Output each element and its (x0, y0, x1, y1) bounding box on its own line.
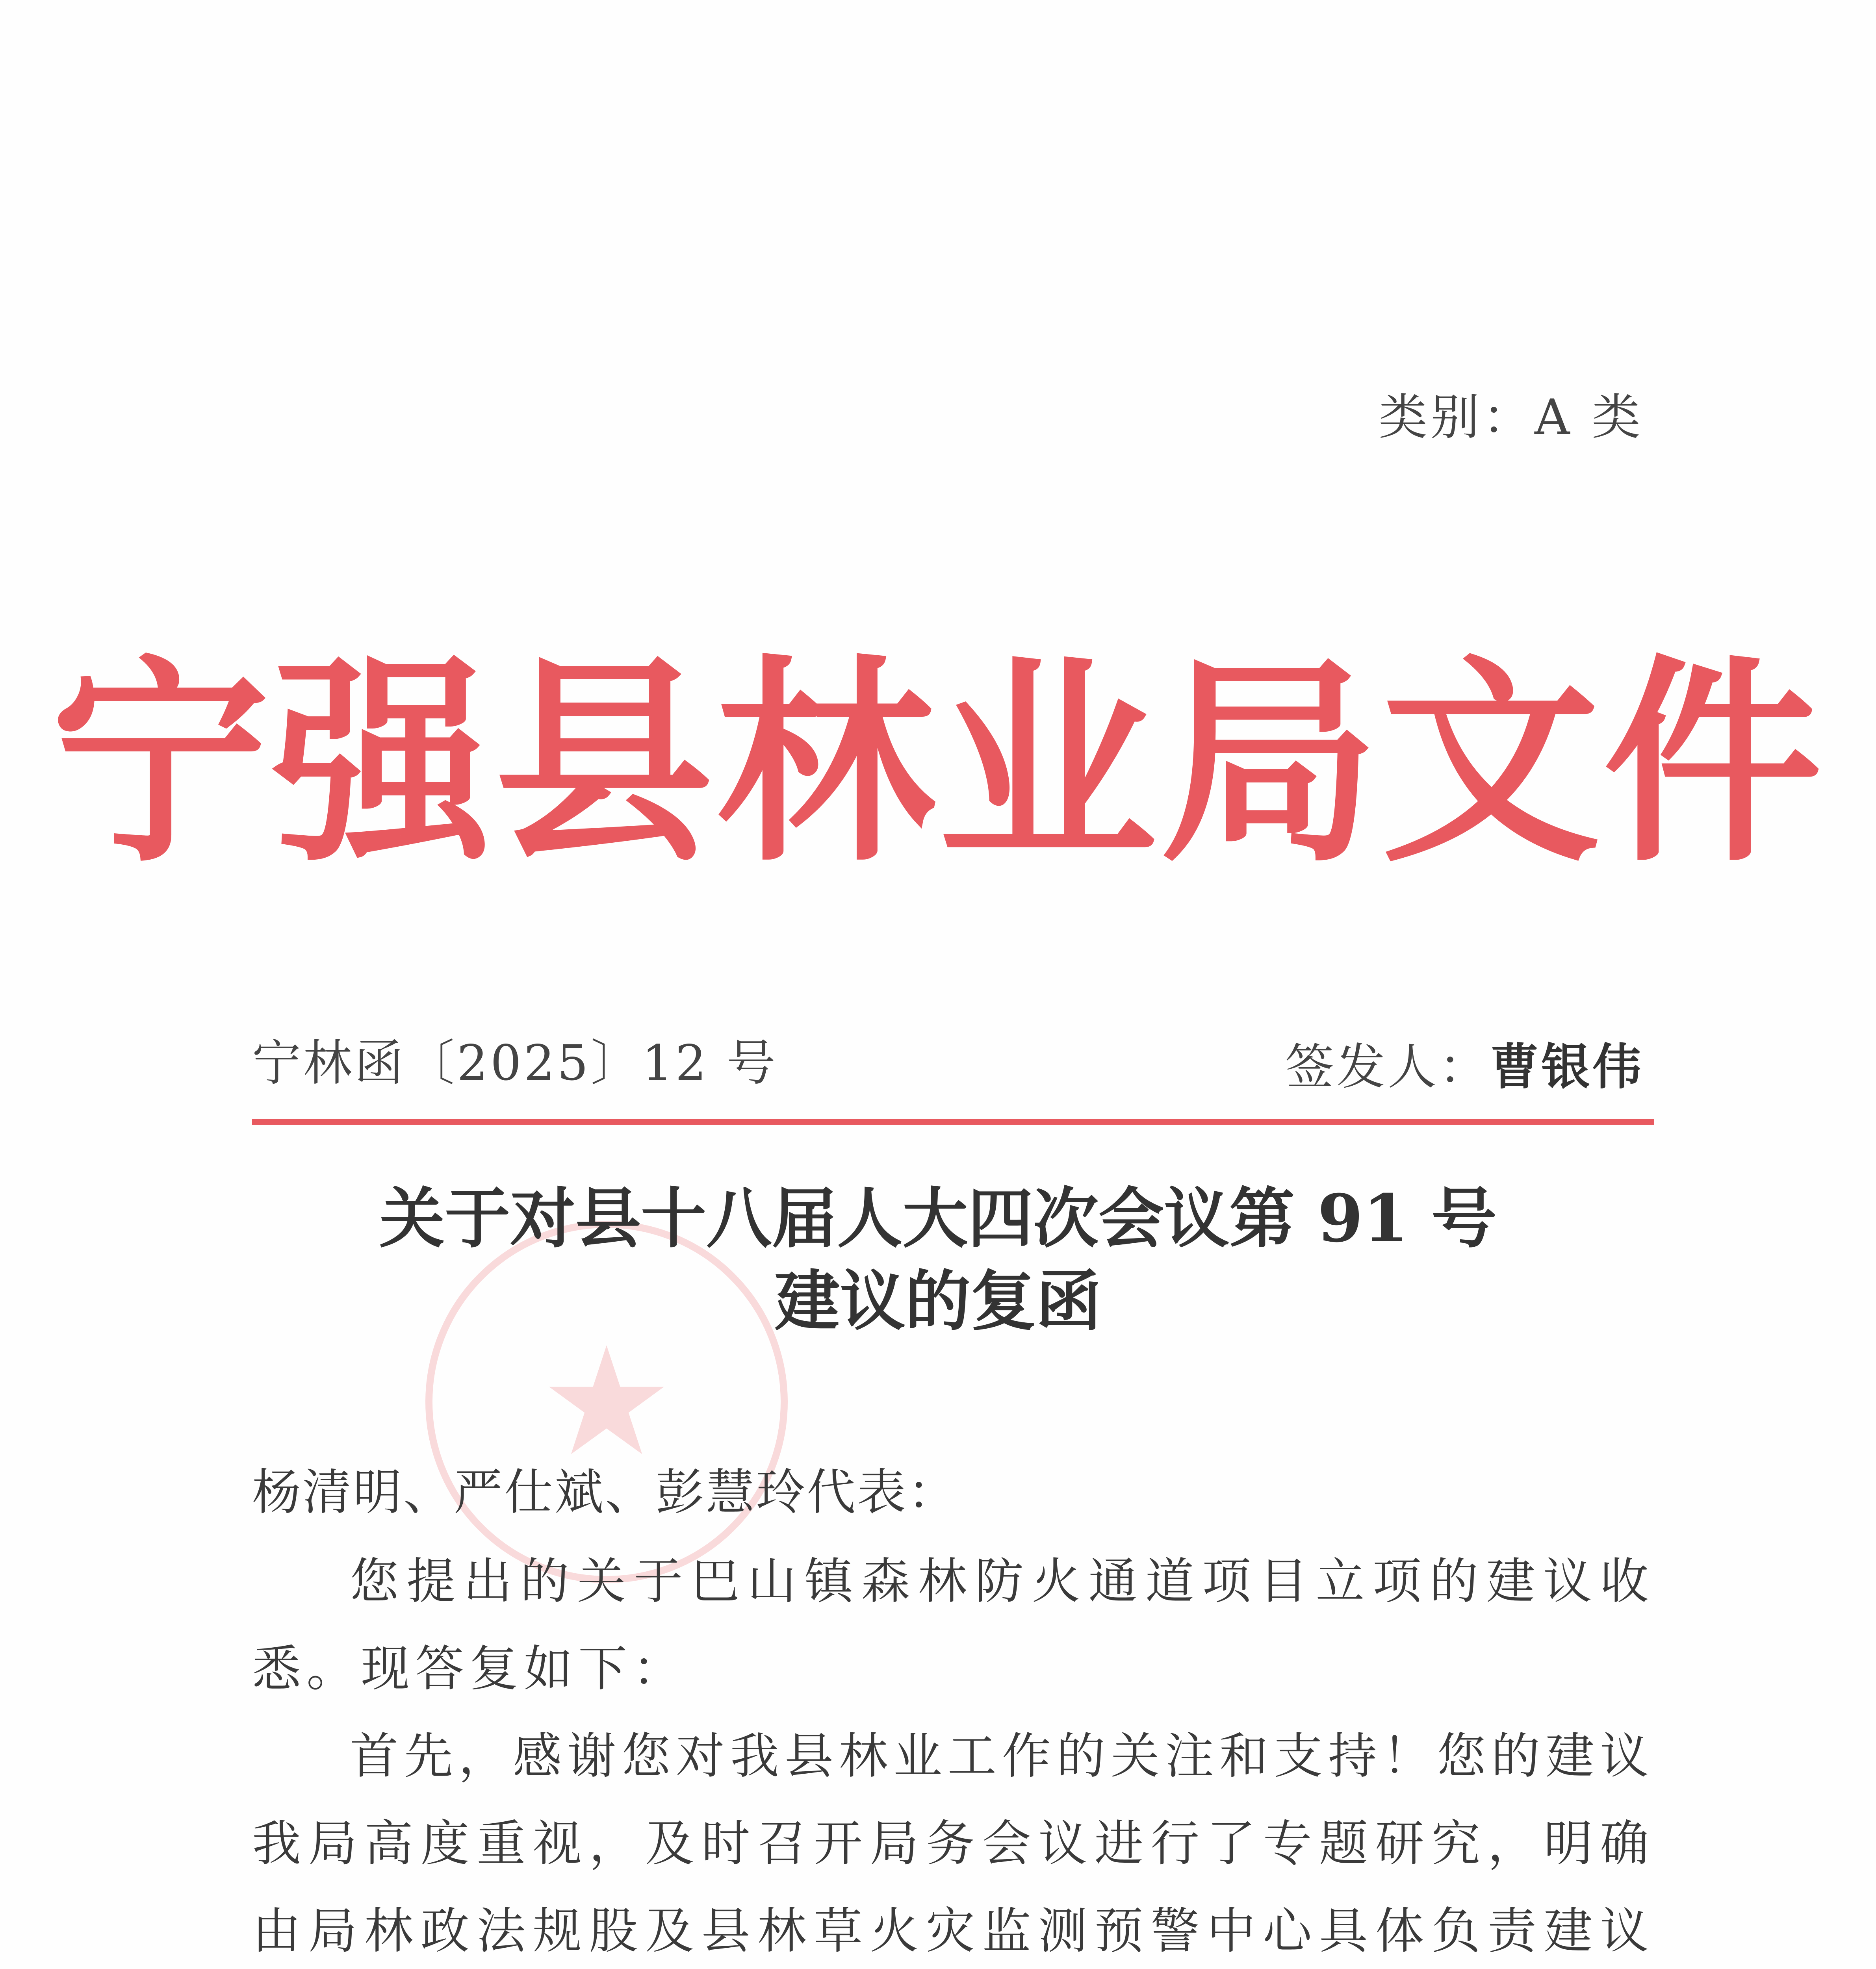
salutation: 杨清明、严仕斌、彭慧玲代表： (252, 1464, 958, 1521)
seal-star-icon: ★ (539, 1315, 674, 1489)
category-label: 类别：A 类 (1379, 389, 1644, 446)
body-paragraph: 您提出的关于巴山镇森林防火通道项目立项的建议收悉。现答复如下： (252, 1553, 1654, 1697)
red-divider-line (252, 1119, 1654, 1125)
body-text (252, 1538, 1654, 1969)
signer (1285, 1028, 1644, 1098)
signer-label: 签发人： (1285, 1039, 1490, 1096)
title-line-1: 关于对县十八届人大四次会议第 91 号 (379, 1180, 1497, 1257)
masthead-title: 宁强县林业局文件 (51, 637, 1825, 891)
document-number: 宁林函〔2025〕12 号 (252, 1035, 778, 1092)
body-paragraph: 首先，感谢您对我县林业工作的关注和支持！您的建议我局高度重视，及时召开局务会议进行了专题研究，明确由局林政法规股及县林草火灾监测预警中心具体负责建议 (252, 1728, 1655, 1960)
signer-name: 曹银伟 (1490, 1038, 1644, 1096)
title-line-2: 建议的复函 (774, 1263, 1102, 1340)
document-title (0, 1177, 1876, 1343)
